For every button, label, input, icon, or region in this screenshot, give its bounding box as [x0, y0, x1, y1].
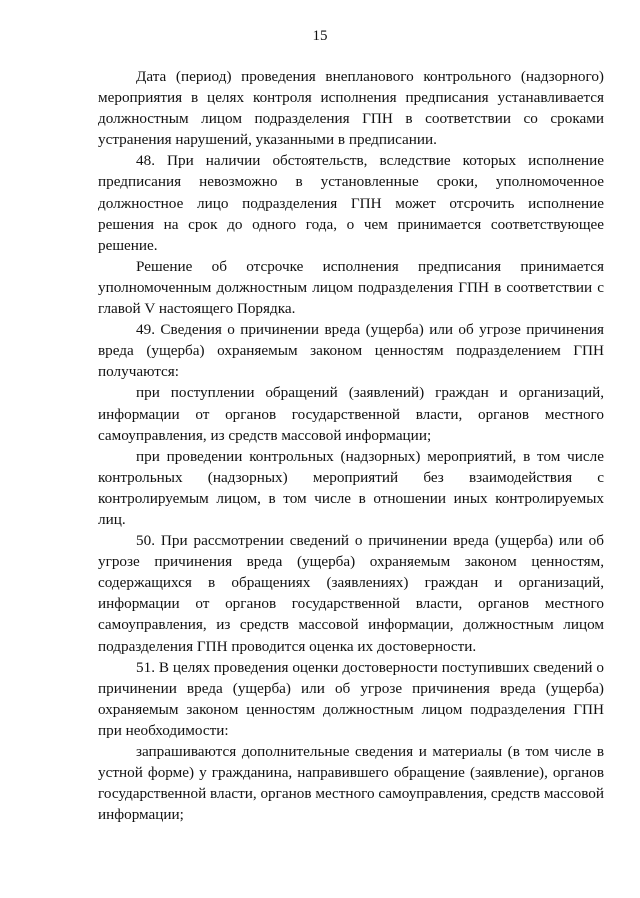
paragraph-51-item-requests: запрашиваются дополнительные сведения и материалы (в том числе в устной форме) у гражданина, направившего обращение (заявление), органов государственной власти, органов местного самоуправления, средств массовой информации; — [98, 743, 604, 824]
paragraph-deadline-date: Дата (период) проведения внепланового контрольного (надзорного) мероприятия в целях контроля исполнения предписания устанавливается должностным лицом подразделения ГПН в соответствии со сроками устранения нарушений, указанными в предписании. — [98, 68, 604, 149]
paragraph-51: 51. В целях проведения оценки достоверности поступивших сведений о причинении вреда (ущерба) или об угрозе причинения вреда (ущерба) охраняемым законом ценностям должностным лицом подразделения ГПН при необходимости: — [98, 658, 604, 739]
paragraph-50: 50. При рассмотрении сведений о причинении вреда (ущерба) или об угрозе причинения вреда (ущерба) охраняемым законом ценностям, содержащихся в обращениях (заявлениях) граждан и организаций, информации от органов государственной власти, органов местного самоуправления, из средств массовой информации, должностным лицом подразделения ГПН проводится оценка их достоверности. — [98, 532, 604, 655]
paragraph-49-item-inspections: при проведении контрольных (надзорных) мероприятий, в том числе контрольных (надзорных) мероприятий без взаимодействия с контролируемым лицом, в том числе в отношении иных контролируемых лиц. — [98, 447, 604, 528]
paragraph-48: 48. При наличии обстоятельств, вследствие которых исполнение предписания невозможно в установленные сроки, уполномоченное должностное лицо подразделения ГПН может отсрочить исполнение решения на срок до одного года, о чем принимается соответствующее решение. — [98, 152, 604, 254]
paragraph-49-item-appeals: при поступлении обращений (заявлений) граждан и организаций, информации от органов государственной власти, органов местного самоуправления, из средств массовой информации; — [98, 384, 604, 444]
paragraph-49: 49. Сведения о причинении вреда (ущерба) или об угрозе причинения вреда (ущерба) охраняемым законом ценностям подразделением ГПН получаются: — [98, 321, 604, 381]
paragraph-deferral-decision: Решение об отсрочке исполнения предписания принимается уполномоченным должностным лицом подразделения ГПН в соответствии с главой V настоящего Порядка. — [98, 257, 604, 318]
page-number: 15 — [312, 28, 328, 44]
document-body — [98, 66, 604, 825]
